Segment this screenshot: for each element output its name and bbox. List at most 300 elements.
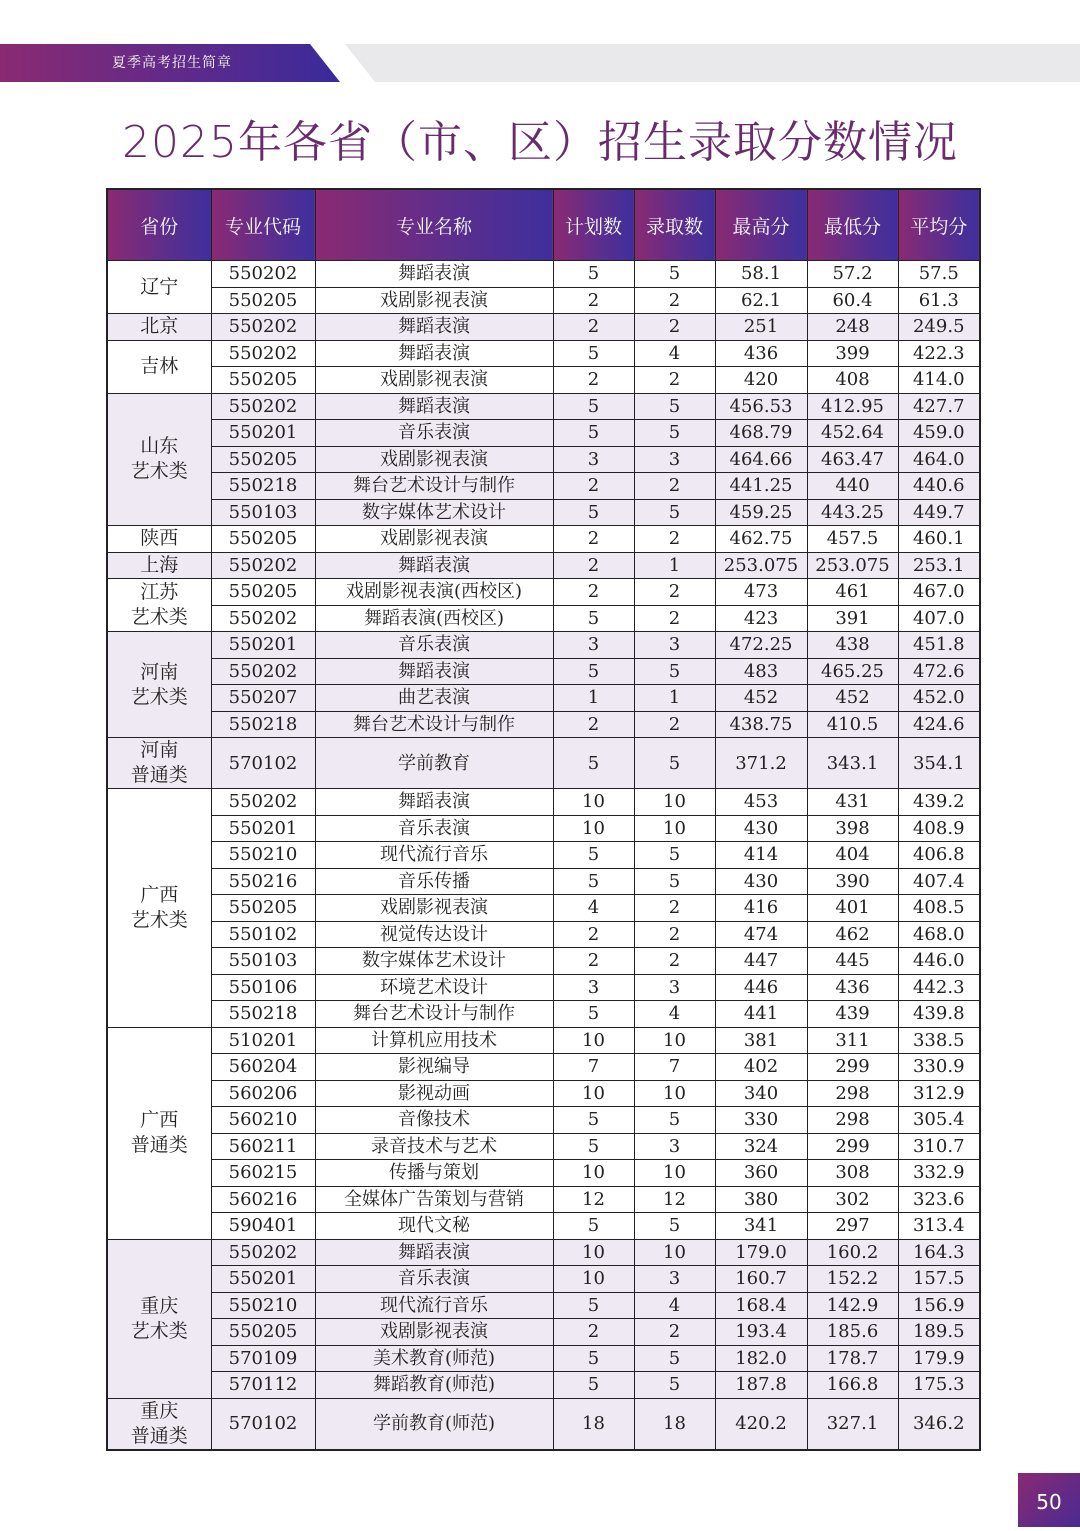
table-cell: 550202 (211, 658, 315, 685)
province-cell: 河南 普通类 (107, 738, 211, 789)
table-cell: 472.25 (715, 632, 807, 659)
table-cell: 传播与策划 (315, 1160, 553, 1187)
table-cell: 7 (634, 1054, 715, 1081)
province-cell: 重庆 普通类 (107, 1398, 211, 1450)
table-row (107, 1133, 980, 1160)
table-cell: 156.9 (898, 1292, 980, 1319)
table-cell: 452.64 (807, 420, 898, 447)
table-cell: 550202 (211, 1239, 315, 1266)
table-cell: 298 (807, 1080, 898, 1107)
table-cell: 453 (715, 789, 807, 816)
table-cell: 550205 (211, 526, 315, 553)
table-cell: 251 (715, 314, 807, 341)
table-cell: 467.0 (898, 579, 980, 606)
table-cell: 5 (553, 658, 634, 685)
table-cell: 现代流行音乐 (315, 842, 553, 869)
table-cell: 5 (553, 738, 634, 789)
table-cell: 550202 (211, 393, 315, 420)
table-row (107, 1080, 980, 1107)
table-cell: 449.7 (898, 499, 980, 526)
header-text: 夏季高考招生简章 (112, 55, 232, 71)
table-cell: 1 (553, 685, 634, 712)
table-cell: 5 (634, 420, 715, 447)
table-row (107, 842, 980, 869)
table-cell: 338.5 (898, 1027, 980, 1054)
table-row (107, 552, 980, 579)
table-cell: 5 (553, 393, 634, 420)
table-cell: 560210 (211, 1107, 315, 1134)
table-cell: 313.4 (898, 1213, 980, 1240)
table-cell: 462 (807, 921, 898, 948)
table-cell: 550201 (211, 420, 315, 447)
table-cell: 179.0 (715, 1239, 807, 1266)
table-cell: 舞蹈表演(西校区) (315, 605, 553, 632)
table-cell: 曲艺表演 (315, 685, 553, 712)
table-cell: 5 (634, 1107, 715, 1134)
table-cell: 2 (553, 921, 634, 948)
column-header: 最高分 (715, 189, 807, 261)
column-header: 专业名称 (315, 189, 553, 261)
table-cell: 550205 (211, 895, 315, 922)
table-cell: 2 (634, 473, 715, 500)
table-cell: 2 (634, 314, 715, 341)
table-cell: 2 (634, 579, 715, 606)
table-cell: 423 (715, 605, 807, 632)
table-row (107, 473, 980, 500)
table-cell: 550205 (211, 579, 315, 606)
table-cell: 308 (807, 1160, 898, 1187)
table-cell: 10 (634, 1027, 715, 1054)
table-cell: 2 (634, 1319, 715, 1346)
table-cell: 62.1 (715, 287, 807, 314)
table-cell: 443.25 (807, 499, 898, 526)
table-cell: 音乐表演 (315, 632, 553, 659)
table-cell: 438 (807, 632, 898, 659)
table-cell: 5 (634, 393, 715, 420)
table-cell: 5 (553, 1345, 634, 1372)
table-cell: 380 (715, 1186, 807, 1213)
table-cell: 音像技术 (315, 1107, 553, 1134)
table-cell: 10 (634, 1080, 715, 1107)
table-cell: 550103 (211, 499, 315, 526)
table-cell: 550201 (211, 632, 315, 659)
table-cell: 464.66 (715, 446, 807, 473)
table-cell: 12 (553, 1186, 634, 1213)
table-cell: 5 (553, 1133, 634, 1160)
table-cell: 302 (807, 1186, 898, 1213)
table-row (107, 393, 980, 420)
table-cell: 249.5 (898, 314, 980, 341)
table-cell: 160.2 (807, 1239, 898, 1266)
table-row (107, 261, 980, 288)
table-cell: 253.075 (807, 552, 898, 579)
column-header: 平均分 (898, 189, 980, 261)
table-cell: 4 (553, 895, 634, 922)
table-cell: 550202 (211, 340, 315, 367)
table-cell: 7 (553, 1054, 634, 1081)
table-cell: 戏剧影视表演 (315, 367, 553, 394)
table-cell: 5 (553, 868, 634, 895)
table-cell: 5 (634, 738, 715, 789)
table-cell: 3 (553, 974, 634, 1001)
province-cell: 北京 (107, 314, 211, 341)
table-cell: 440 (807, 473, 898, 500)
table-cell: 舞台艺术设计与制作 (315, 1001, 553, 1028)
table-cell: 5 (553, 1001, 634, 1028)
table-cell: 2 (634, 895, 715, 922)
table-cell: 457.5 (807, 526, 898, 553)
province-cell: 上海 (107, 552, 211, 579)
table-cell: 414 (715, 842, 807, 869)
table-row (107, 367, 980, 394)
table-cell: 5 (634, 868, 715, 895)
table-cell: 346.2 (898, 1398, 980, 1450)
table-cell: 4 (634, 1292, 715, 1319)
table-row (107, 1213, 980, 1240)
table-cell: 550201 (211, 815, 315, 842)
table-cell: 5 (553, 1292, 634, 1319)
table-cell: 570109 (211, 1345, 315, 1372)
table-cell: 61.3 (898, 287, 980, 314)
table-row (107, 1345, 980, 1372)
table-cell: 560215 (211, 1160, 315, 1187)
table-cell: 1 (634, 552, 715, 579)
table-cell: 483 (715, 658, 807, 685)
table-cell: 现代流行音乐 (315, 1292, 553, 1319)
table-row (107, 1292, 980, 1319)
table-cell: 10 (634, 1160, 715, 1187)
table-cell: 550201 (211, 1266, 315, 1293)
table-cell: 452 (807, 685, 898, 712)
table-cell: 343.1 (807, 738, 898, 789)
table-cell: 10 (634, 1239, 715, 1266)
table-cell: 189.5 (898, 1319, 980, 1346)
table-row (107, 579, 980, 606)
table-cell: 550207 (211, 685, 315, 712)
table-cell: 10 (553, 815, 634, 842)
table-cell: 341 (715, 1213, 807, 1240)
table-cell: 3 (634, 974, 715, 1001)
table-cell: 550202 (211, 605, 315, 632)
table-row (107, 420, 980, 447)
table-cell: 60.4 (807, 287, 898, 314)
table-cell: 57.2 (807, 261, 898, 288)
table-cell: 5 (634, 261, 715, 288)
table-cell: 441 (715, 1001, 807, 1028)
table-cell: 2 (553, 473, 634, 500)
table-cell: 398 (807, 815, 898, 842)
table-body (107, 261, 980, 1450)
table-cell: 戏剧影视表演(西校区) (315, 579, 553, 606)
table-row (107, 658, 980, 685)
table-cell: 442.3 (898, 974, 980, 1001)
table-cell: 550210 (211, 842, 315, 869)
table-cell: 407.0 (898, 605, 980, 632)
table-cell: 音乐传播 (315, 868, 553, 895)
table-cell: 464.0 (898, 446, 980, 473)
table-cell: 5 (553, 1107, 634, 1134)
table-cell: 音乐表演 (315, 1266, 553, 1293)
table-row (107, 605, 980, 632)
table-row (107, 1054, 980, 1081)
table-cell: 253.075 (715, 552, 807, 579)
province-cell: 吉林 (107, 340, 211, 393)
province-cell: 辽宁 (107, 261, 211, 314)
table-cell: 160.7 (715, 1266, 807, 1293)
table-row (107, 287, 980, 314)
table-cell: 舞蹈表演 (315, 393, 553, 420)
table-cell: 474 (715, 921, 807, 948)
table-row (107, 711, 980, 738)
table-cell: 391 (807, 605, 898, 632)
table-cell: 10 (553, 1239, 634, 1266)
table-cell: 408.5 (898, 895, 980, 922)
column-header: 最低分 (807, 189, 898, 261)
table-cell: 461 (807, 579, 898, 606)
table-cell: 452 (715, 685, 807, 712)
table-cell: 402 (715, 1054, 807, 1081)
table-cell: 5 (634, 658, 715, 685)
table-row (107, 1160, 980, 1187)
table-row (107, 738, 980, 789)
table-cell: 310.7 (898, 1133, 980, 1160)
table-cell: 音乐表演 (315, 420, 553, 447)
table-cell: 5 (553, 605, 634, 632)
table-cell: 465.25 (807, 658, 898, 685)
table-cell: 5 (634, 499, 715, 526)
table-cell: 戏剧影视表演 (315, 1319, 553, 1346)
table-cell: 舞蹈表演 (315, 314, 553, 341)
table-cell: 459.0 (898, 420, 980, 447)
table-cell: 计算机应用技术 (315, 1027, 553, 1054)
table-cell: 影视动画 (315, 1080, 553, 1107)
table-cell: 424.6 (898, 711, 980, 738)
table-cell: 446 (715, 974, 807, 1001)
table-cell: 2 (634, 526, 715, 553)
table-cell: 590401 (211, 1213, 315, 1240)
table-cell: 550202 (211, 789, 315, 816)
table-cell: 5 (553, 499, 634, 526)
table-cell: 3 (553, 446, 634, 473)
table-cell: 5 (553, 340, 634, 367)
table-cell: 550205 (211, 367, 315, 394)
table-cell: 311 (807, 1027, 898, 1054)
table-cell: 360 (715, 1160, 807, 1187)
table-cell: 舞蹈表演 (315, 261, 553, 288)
table-cell: 312.9 (898, 1080, 980, 1107)
table-cell: 音乐表演 (315, 815, 553, 842)
table-cell: 550205 (211, 446, 315, 473)
table-cell: 330.9 (898, 1054, 980, 1081)
table-cell: 5 (553, 1372, 634, 1399)
table-cell: 1 (634, 685, 715, 712)
table-row (107, 1372, 980, 1399)
table-cell: 视觉传达设计 (315, 921, 553, 948)
table-cell: 381 (715, 1027, 807, 1054)
table-cell: 456.53 (715, 393, 807, 420)
table-cell: 570102 (211, 1398, 315, 1450)
table-row (107, 446, 980, 473)
table-cell: 178.7 (807, 1345, 898, 1372)
table-cell: 408 (807, 367, 898, 394)
table-cell: 399 (807, 340, 898, 367)
table-row (107, 1107, 980, 1134)
table-cell: 193.4 (715, 1319, 807, 1346)
table-cell: 舞蹈教育(师范) (315, 1372, 553, 1399)
table-cell: 427.7 (898, 393, 980, 420)
table-cell: 10 (634, 789, 715, 816)
column-header: 省份 (107, 189, 211, 261)
table-cell: 舞台艺术设计与制作 (315, 711, 553, 738)
table-cell: 3 (634, 632, 715, 659)
table-row (107, 632, 980, 659)
table-cell: 2 (634, 367, 715, 394)
table-cell: 18 (553, 1398, 634, 1450)
province-cell: 重庆 艺术类 (107, 1239, 211, 1398)
table-cell: 164.3 (898, 1239, 980, 1266)
table-cell: 438.75 (715, 711, 807, 738)
table-cell: 戏剧影视表演 (315, 446, 553, 473)
table-cell: 550205 (211, 287, 315, 314)
table-cell: 560204 (211, 1054, 315, 1081)
table-cell: 451.8 (898, 632, 980, 659)
table-row (107, 1239, 980, 1266)
table-row (107, 685, 980, 712)
table-cell: 157.5 (898, 1266, 980, 1293)
table-cell: 416 (715, 895, 807, 922)
table-cell: 472.6 (898, 658, 980, 685)
table-cell: 253.1 (898, 552, 980, 579)
table-cell: 2 (553, 367, 634, 394)
table-cell: 2 (553, 711, 634, 738)
table-cell: 数字媒体艺术设计 (315, 499, 553, 526)
table-cell: 550218 (211, 473, 315, 500)
table-cell: 5 (634, 842, 715, 869)
table-cell: 环境艺术设计 (315, 974, 553, 1001)
table-cell: 462.75 (715, 526, 807, 553)
table-cell: 550218 (211, 711, 315, 738)
column-header: 专业代码 (211, 189, 315, 261)
table-cell: 436 (715, 340, 807, 367)
table-cell: 175.3 (898, 1372, 980, 1399)
table-row (107, 1266, 980, 1293)
table-cell: 2 (634, 921, 715, 948)
table-row (107, 1027, 980, 1054)
table-cell: 4 (634, 340, 715, 367)
table-cell: 5 (553, 1213, 634, 1240)
table-cell: 12 (634, 1186, 715, 1213)
table-cell: 2 (553, 314, 634, 341)
table-cell: 324 (715, 1133, 807, 1160)
table-cell: 舞蹈表演 (315, 1239, 553, 1266)
table-cell: 数字媒体艺术设计 (315, 948, 553, 975)
table-row (107, 868, 980, 895)
table-cell: 美术教育(师范) (315, 1345, 553, 1372)
table-cell: 412.95 (807, 393, 898, 420)
table-cell: 332.9 (898, 1160, 980, 1187)
table-cell: 550218 (211, 1001, 315, 1028)
table-cell: 2 (553, 1319, 634, 1346)
table-cell: 420.2 (715, 1398, 807, 1450)
table-cell: 430 (715, 815, 807, 842)
table-cell: 550202 (211, 552, 315, 579)
table-cell: 570112 (211, 1372, 315, 1399)
table-cell: 323.6 (898, 1186, 980, 1213)
table-cell: 447 (715, 948, 807, 975)
table-cell: 10 (553, 1080, 634, 1107)
scores-table (106, 188, 981, 1451)
table-cell: 5 (553, 842, 634, 869)
table-cell: 10 (634, 815, 715, 842)
table-row (107, 1001, 980, 1028)
table-cell: 影视编导 (315, 1054, 553, 1081)
table-cell: 330 (715, 1107, 807, 1134)
table-cell: 学前教育(师范) (315, 1398, 553, 1450)
table-cell: 248 (807, 314, 898, 341)
table-cell: 10 (553, 1160, 634, 1187)
table-cell: 560211 (211, 1133, 315, 1160)
table-cell: 354.1 (898, 738, 980, 789)
column-header: 录取数 (634, 189, 715, 261)
table-cell: 舞蹈表演 (315, 658, 553, 685)
table-cell: 全媒体广告策划与营销 (315, 1186, 553, 1213)
table-cell: 3 (634, 446, 715, 473)
table-cell: 10 (553, 1027, 634, 1054)
table-cell: 152.2 (807, 1266, 898, 1293)
table-cell: 戏剧影视表演 (315, 526, 553, 553)
column-header: 计划数 (553, 189, 634, 261)
province-cell: 广西 艺术类 (107, 789, 211, 1028)
table-cell: 463.47 (807, 446, 898, 473)
table-row (107, 789, 980, 816)
table-cell: 406.8 (898, 842, 980, 869)
table-cell: 550205 (211, 1319, 315, 1346)
table-cell: 305.4 (898, 1107, 980, 1134)
table-cell: 570102 (211, 738, 315, 789)
table-cell: 371.2 (715, 738, 807, 789)
table-cell: 550202 (211, 314, 315, 341)
table-cell: 340 (715, 1080, 807, 1107)
table-cell: 299 (807, 1054, 898, 1081)
page-title: 2025年各省（市、区）招生录取分数情况 (122, 117, 958, 168)
table-cell: 440.6 (898, 473, 980, 500)
table-cell: 2 (634, 948, 715, 975)
table-cell: 5 (634, 1372, 715, 1399)
table-cell: 446.0 (898, 948, 980, 975)
table-cell: 4 (634, 1001, 715, 1028)
table-row (107, 1319, 980, 1346)
table-cell: 5 (553, 261, 634, 288)
table-cell: 550102 (211, 921, 315, 948)
table-cell: 舞蹈表演 (315, 552, 553, 579)
table-cell: 10 (553, 1266, 634, 1293)
table-row (107, 1398, 980, 1450)
table-row (107, 974, 980, 1001)
table-cell: 510201 (211, 1027, 315, 1054)
table-cell: 439.2 (898, 789, 980, 816)
table-cell: 舞台艺术设计与制作 (315, 473, 553, 500)
table-row (107, 895, 980, 922)
table-row (107, 948, 980, 975)
table-cell: 2 (553, 287, 634, 314)
table-cell: 550106 (211, 974, 315, 1001)
table-cell: 441.25 (715, 473, 807, 500)
table-cell: 299 (807, 1133, 898, 1160)
table-cell: 录音技术与艺术 (315, 1133, 553, 1160)
province-cell: 陕西 (107, 526, 211, 553)
table-cell: 420 (715, 367, 807, 394)
page-number: 50 (1018, 1473, 1080, 1527)
